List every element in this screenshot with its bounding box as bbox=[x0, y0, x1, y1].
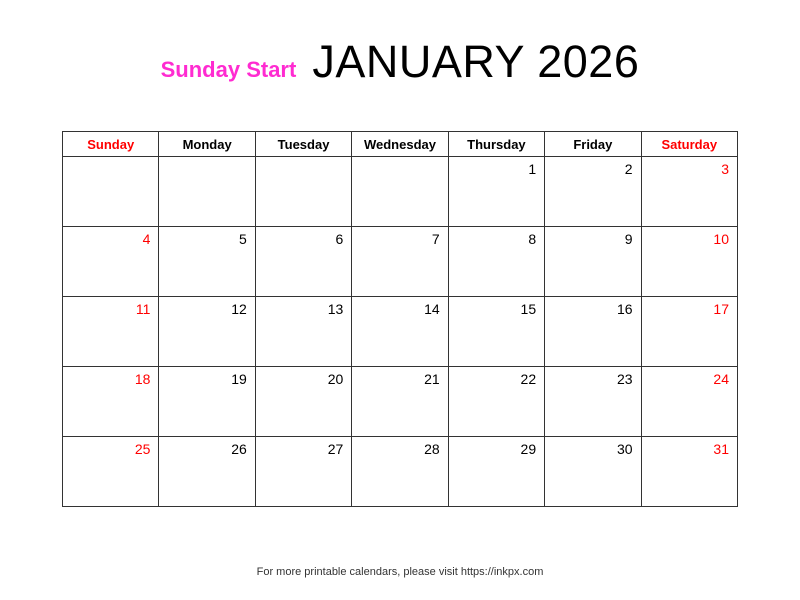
day-number: 6 bbox=[335, 231, 344, 247]
day-number: 7 bbox=[431, 231, 440, 247]
week-start-label: Sunday Start bbox=[160, 57, 297, 82]
calendar-day-cell[interactable] bbox=[159, 367, 255, 437]
calendar-week-row bbox=[63, 227, 738, 297]
calendar-week-row bbox=[63, 367, 738, 437]
calendar-day-cell[interactable] bbox=[352, 297, 448, 367]
day-number: 16 bbox=[616, 301, 633, 317]
calendar-day-cell[interactable] bbox=[545, 227, 641, 297]
calendar-day-cell[interactable] bbox=[255, 157, 351, 227]
weekday-header-saturday: Saturday bbox=[641, 132, 737, 157]
day-number: 11 bbox=[135, 301, 151, 317]
calendar-day-cell[interactable] bbox=[159, 157, 255, 227]
calendar-day-cell[interactable] bbox=[545, 297, 641, 367]
calendar-header-row-group bbox=[63, 132, 738, 157]
footer-note: For more printable calendars, please visit https://inkpx.com bbox=[256, 566, 544, 578]
calendar-header bbox=[0, 36, 800, 96]
calendar-day-cell[interactable] bbox=[448, 437, 544, 507]
calendar-day-cell[interactable] bbox=[255, 367, 351, 437]
calendar-day-cell[interactable] bbox=[641, 367, 737, 437]
calendar-day-cell[interactable] bbox=[159, 297, 255, 367]
day-number: 24 bbox=[713, 371, 729, 387]
calendar-day-cell[interactable] bbox=[159, 227, 255, 297]
calendar-day-cell[interactable] bbox=[352, 227, 448, 297]
weekday-header-tuesday: Tuesday bbox=[255, 132, 351, 157]
calendar-day-cell[interactable] bbox=[63, 157, 159, 227]
calendar-week-row bbox=[63, 297, 738, 367]
weekday-header-thursday: Thursday bbox=[448, 132, 544, 157]
calendar-day-cell[interactable] bbox=[63, 437, 159, 507]
calendar-day-cell[interactable] bbox=[63, 227, 159, 297]
weekday-header-row bbox=[63, 132, 738, 157]
day-number: 5 bbox=[239, 231, 247, 247]
day-number: 18 bbox=[134, 371, 151, 387]
day-number: 12 bbox=[231, 301, 247, 317]
calendar-grid-wrapper bbox=[62, 131, 738, 507]
day-number: 14 bbox=[424, 301, 440, 317]
calendar-day-cell[interactable] bbox=[255, 297, 351, 367]
calendar-day-cell[interactable] bbox=[63, 367, 159, 437]
day-number: 3 bbox=[721, 161, 729, 177]
day-number: 25 bbox=[134, 441, 151, 457]
day-number: 4 bbox=[142, 231, 151, 247]
calendar-day-cell[interactable] bbox=[641, 297, 737, 367]
calendar-day-cell[interactable] bbox=[545, 437, 641, 507]
calendar-week-row bbox=[63, 157, 738, 227]
day-number: 30 bbox=[616, 441, 633, 457]
day-number: 17 bbox=[713, 301, 729, 317]
day-number: 28 bbox=[424, 441, 440, 457]
day-number: 2 bbox=[624, 161, 633, 177]
calendar-day-cell[interactable] bbox=[352, 437, 448, 507]
calendar-day-cell[interactable] bbox=[448, 297, 544, 367]
day-number: 19 bbox=[231, 371, 247, 387]
day-number: 26 bbox=[231, 441, 247, 457]
calendar-day-cell[interactable] bbox=[448, 227, 544, 297]
day-number: 23 bbox=[616, 371, 633, 387]
calendar-day-cell[interactable] bbox=[448, 157, 544, 227]
calendar-day-cell[interactable] bbox=[641, 157, 737, 227]
calendar-day-cell[interactable] bbox=[255, 227, 351, 297]
day-number: 8 bbox=[528, 231, 537, 247]
calendar-day-cell[interactable] bbox=[159, 437, 255, 507]
day-number: 27 bbox=[327, 441, 344, 457]
day-number: 22 bbox=[520, 371, 537, 387]
day-number: 15 bbox=[520, 301, 537, 317]
weekday-header-sunday: Sunday bbox=[63, 132, 159, 157]
calendar-day-cell[interactable] bbox=[352, 367, 448, 437]
calendar-table bbox=[62, 131, 738, 507]
calendar-day-cell[interactable] bbox=[641, 227, 737, 297]
day-number: 20 bbox=[327, 371, 344, 387]
page-title: JANUARY 2026 bbox=[312, 36, 640, 87]
day-number: 29 bbox=[520, 441, 537, 457]
calendar-day-cell[interactable] bbox=[63, 297, 159, 367]
day-number: 13 bbox=[327, 301, 344, 317]
calendar-day-cell[interactable] bbox=[545, 157, 641, 227]
day-number: 1 bbox=[528, 161, 537, 177]
day-number: 31 bbox=[713, 441, 729, 457]
day-number: 21 bbox=[424, 371, 440, 387]
weekday-header-monday: Monday bbox=[159, 132, 255, 157]
calendar-day-cell[interactable] bbox=[641, 437, 737, 507]
calendar-day-cell[interactable] bbox=[545, 367, 641, 437]
calendar-day-cell[interactable] bbox=[255, 437, 351, 507]
day-number: 10 bbox=[713, 231, 729, 247]
weekday-header-friday: Friday bbox=[545, 132, 641, 157]
calendar-body bbox=[63, 157, 738, 507]
weekday-header-wednesday: Wednesday bbox=[352, 132, 448, 157]
calendar-day-cell[interactable] bbox=[448, 367, 544, 437]
calendar-week-row bbox=[63, 437, 738, 507]
calendar-day-cell[interactable] bbox=[352, 157, 448, 227]
day-number: 9 bbox=[624, 231, 633, 247]
